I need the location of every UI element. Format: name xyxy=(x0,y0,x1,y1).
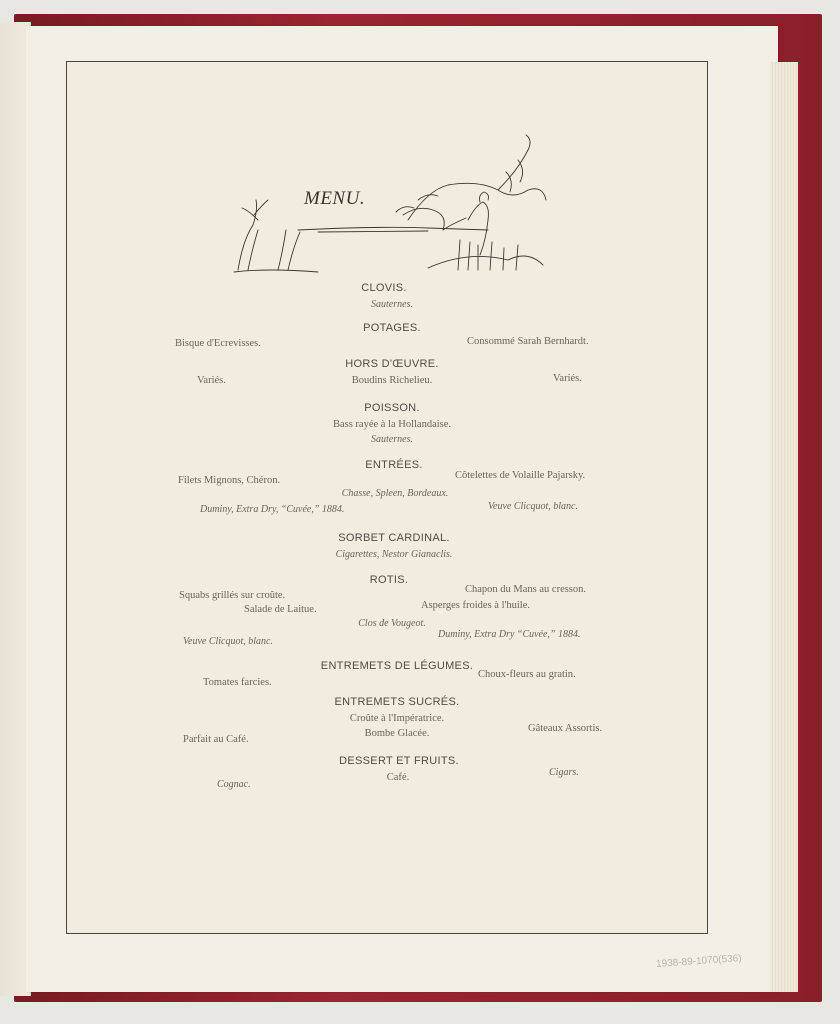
poisson-dish: Bass rayée à la Hollandaise. xyxy=(332,419,452,430)
dessert-left: Cognac. xyxy=(217,779,251,790)
potages-right-dish: Consommé Sarah Bernhardt. xyxy=(467,336,589,347)
sucres-right-dish: Gâteaux Assortis. xyxy=(528,723,603,734)
sucres-heading: ENTREMETS SUCRÉS. xyxy=(334,696,460,708)
dessert-right: Cigars. xyxy=(549,767,579,778)
poisson-wine: Sauternes. xyxy=(371,434,413,445)
sucres-center-dish-1: Croûte à l'Impératrice. xyxy=(349,713,445,724)
rotis-right-dish-2: Asperges froides à l'huile. xyxy=(421,600,531,611)
rotis-right-dish: Chapon du Mans au cresson. xyxy=(465,584,587,595)
hors-doeuvre-left: Variés. xyxy=(197,375,226,386)
entrees-heading: ENTRÉES. xyxy=(365,459,423,471)
sucres-center-dish-2: Bombe Glacée. xyxy=(364,728,430,739)
sucres-left-dish: Parfait au Café. xyxy=(183,734,249,745)
poisson-heading: POISSON. xyxy=(364,402,420,414)
page-edges xyxy=(770,62,798,992)
clovis-heading: CLOVIS. xyxy=(361,282,407,294)
entrees-left-dish: Filets Mignons, Chéron. xyxy=(178,475,281,486)
legumes-heading: ENTREMETS DE LÉGUMES. xyxy=(320,660,474,672)
menu-title: MENU. xyxy=(304,188,366,209)
legumes-right-dish: Choux-fleurs au gratin. xyxy=(478,669,576,680)
sorbet-note: Cigarettes, Nestor Gianaclis. xyxy=(335,549,453,560)
dessert-heading: DESSERT ET FRUITS. xyxy=(339,755,459,767)
rotis-right-wine: Duminy, Extra Dry “Cuvée,” 1884. xyxy=(438,629,581,640)
clovis-wine: Sauternes. xyxy=(371,299,413,310)
potages-left-dish: Bisque d'Ecrevisses. xyxy=(175,338,261,349)
potages-heading: POTAGES. xyxy=(363,322,421,334)
rotis-heading: ROTIS. xyxy=(369,574,409,586)
rotis-left-dish-2: Salade de Laitue. xyxy=(244,604,317,615)
entrees-right-dish: Côtelettes de Volaille Pajarsky. xyxy=(455,470,586,481)
hors-doeuvre-right: Variés. xyxy=(553,373,582,384)
hors-doeuvre-center: Boudins Richelieu. xyxy=(351,375,433,386)
entrees-center-wine: Chasse, Spleen, Bordeaux. xyxy=(341,488,449,499)
entrees-right-wine: Veuve Clicquot, blanc. xyxy=(488,501,578,512)
landscape-illustration xyxy=(228,130,548,280)
rotis-center-wine: Clos de Vougeot. xyxy=(358,618,426,629)
hors-doeuvre-heading: HORS D'ŒUVRE. xyxy=(345,358,439,370)
entrees-left-wine: Duminy, Extra Dry, “Cuvée,” 1884. xyxy=(200,504,345,515)
rotis-left-wine: Veuve Clicquot, blanc. xyxy=(183,636,273,647)
accession-number: 1938-89-1070(536) xyxy=(655,953,742,970)
dessert-center: Café. xyxy=(386,772,410,783)
sorbet-heading: SORBET CARDINAL. xyxy=(338,532,450,544)
rotis-left-dish: Squabs grillés sur croûte. xyxy=(179,590,286,601)
legumes-left-dish: Tomates farcies. xyxy=(203,677,272,688)
